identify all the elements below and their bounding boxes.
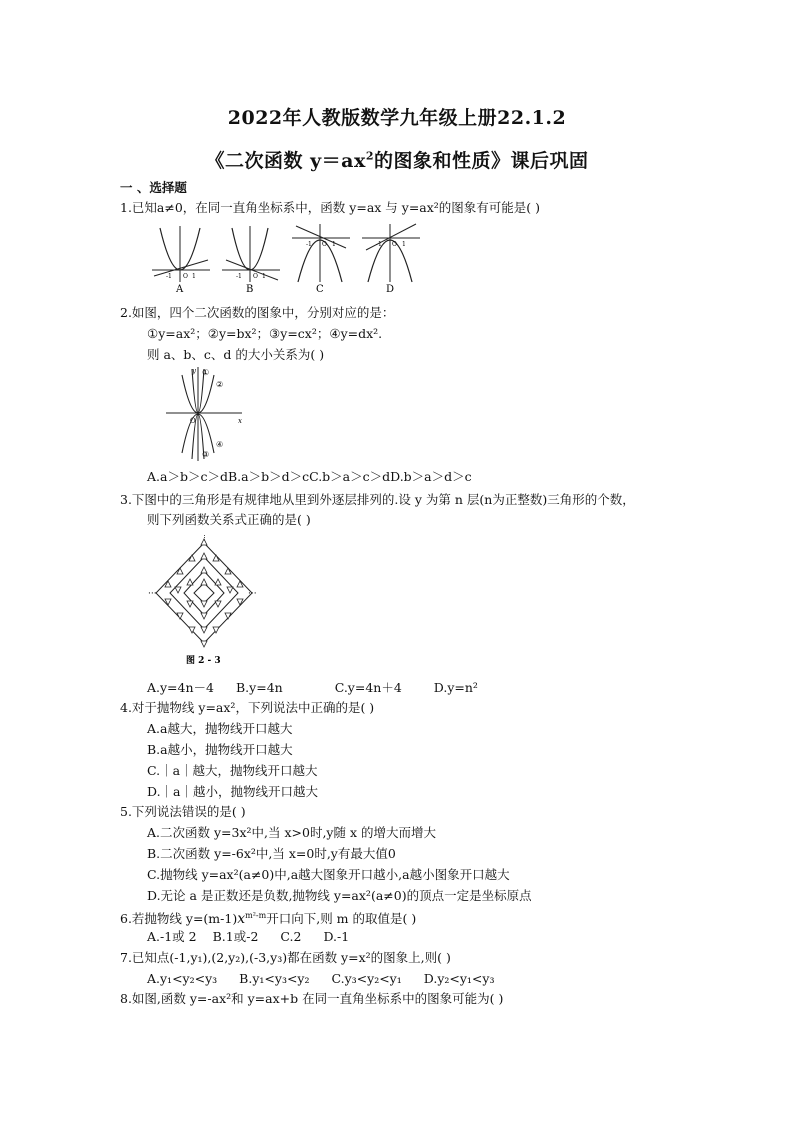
svg-text:⋮: ⋮ <box>201 535 208 542</box>
title-part-2: 的图象和性质》课后巩固 <box>373 150 589 172</box>
q7-option-a: A.y₁<y₂<y₃ <box>147 971 218 986</box>
q6-math-x: x <box>237 911 246 928</box>
q7-options <box>147 971 494 987</box>
svg-text:-1: -1 <box>306 241 312 248</box>
q1-label-a: A <box>176 284 184 295</box>
q6-text-post: 开口向下,则 m 的取值是( ) <box>266 911 417 927</box>
q4-option-d: D.｜a｜越小，抛物线开口越大 <box>147 784 319 799</box>
document-title-line1: 2022年人教版数学九年级上册22.1.2 <box>227 107 567 129</box>
q3-option-b: B.y=4n <box>236 680 283 695</box>
document-title-line2 <box>0 146 794 173</box>
q2-line1: 2.如图，四个二次函数的图象中，分别对应的是： <box>120 305 395 320</box>
q6-option-b: B.1或-2 <box>212 929 259 944</box>
q5-option-d: D.无论 a 是正数还是负数,抛物线 y=ax²(a≠0)的顶点一定是坐标原点 <box>147 888 532 903</box>
svg-text:x: x <box>238 417 242 425</box>
q7-line1: 7.已知点(-1,y₁),(2,y₂),(-3,y₃)都在函数 y=x²的图象上,则( ) <box>120 950 451 965</box>
q5-option-c: C.抛物线 y=ax²(a≠0)中,a越大图象开口越小,a越小图象开口越大 <box>147 867 510 882</box>
q2-line2: ①y=ax²；②y=bx²；③y=cx²；④y=dx². <box>147 326 383 341</box>
svg-text:②: ② <box>216 380 224 389</box>
q4-option-a: A.a越大，抛物线开口越大 <box>147 721 293 736</box>
svg-text:1: 1 <box>332 241 336 248</box>
q1-graph-d <box>362 224 420 295</box>
q7-option-c: C.y₃<y₂<y₁ <box>331 971 402 986</box>
q1-label-b: B <box>246 284 254 295</box>
q3-option-c: C.y=4n＋4 <box>334 680 402 695</box>
title-superscript: 2 <box>365 149 374 163</box>
q6-text-pre: 6.若抛物线 y=(m-1) <box>120 911 238 927</box>
svg-text:O: O <box>183 273 188 280</box>
svg-text:O: O <box>190 417 196 425</box>
svg-text:···: ··· <box>248 589 257 599</box>
svg-text:1: 1 <box>192 273 196 280</box>
q5-line1: 5.下列说法错误的是( ) <box>120 804 246 819</box>
q6-line1 <box>120 908 416 927</box>
svg-text:O: O <box>392 241 397 248</box>
section-heading: 一 、选择题 <box>120 180 187 195</box>
q3-figure <box>148 535 260 667</box>
q6-exponent: m²-m <box>245 911 267 920</box>
svg-text:-1: -1 <box>376 241 382 248</box>
q6-options <box>147 929 349 945</box>
q2-figure <box>162 365 248 463</box>
q3-options <box>147 680 478 696</box>
q3-line2: 则下列函数关系式正确的是( ) <box>147 512 311 527</box>
q5-option-b: B.二次函数 y=-6x²中,当 x=0时,y有最大值0 <box>147 846 396 861</box>
svg-text:O: O <box>322 241 327 248</box>
svg-text:···: ··· <box>148 589 157 599</box>
q2-options: A.a＞b＞c＞dB.a＞b＞d＞cC.b＞a＞c＞dD.b＞a＞d＞c <box>147 469 472 484</box>
svg-text:-1: -1 <box>166 273 172 280</box>
q1-graph-a <box>152 226 210 295</box>
svg-text:1: 1 <box>402 241 406 248</box>
q1-graph-b <box>222 226 280 295</box>
svg-text:-1: -1 <box>236 273 242 280</box>
q4-option-c: C.｜a｜越大，抛物线开口越大 <box>147 763 318 778</box>
svg-text:①: ① <box>202 368 210 377</box>
q3-fig-caption: 图 2 - 3 <box>186 656 221 666</box>
q1-graph-c <box>292 224 350 295</box>
q4-line1: 4.对于抛物线 y=ax²，下列说法中正确的是( ) <box>120 700 375 715</box>
q7-option-d: D.y₂<y₁<y₃ <box>423 971 495 986</box>
q2-line3: 则 a、b、c、d 的大小关系为( ) <box>147 347 325 362</box>
svg-text:y: y <box>192 367 196 375</box>
q8-line1: 8.如图,函数 y=-ax²和 y=ax+b 在同一直角坐标系中的图象可能为( ) <box>120 991 504 1006</box>
q7-option-b: B.y₁<y₃<y₂ <box>239 971 310 986</box>
svg-text:O: O <box>253 273 258 280</box>
svg-text:1: 1 <box>262 273 266 280</box>
q1-text: 1.已知a≠0，在同一直角坐标系中，函数 y=ax 与 y=ax²的图象有可能是( ) <box>120 200 541 215</box>
q3-option-a: A.y=4n－4 <box>147 680 214 695</box>
q3-option-d: D.y=n² <box>433 680 478 695</box>
q6-option-a: A.-1或 2 <box>147 929 197 944</box>
q6-option-c: C.2 <box>280 929 302 944</box>
q4-option-b: B.a越小，抛物线开口越大 <box>147 742 293 757</box>
q6-option-d: D.-1 <box>323 929 350 944</box>
svg-text:③: ③ <box>202 450 210 459</box>
q1-label-c: C <box>316 284 324 295</box>
q5-option-a: A.二次函数 y=3x²中,当 x>0时,y随 x 的增大而增大 <box>147 825 436 840</box>
q1-label-d: D <box>386 284 395 295</box>
svg-text:④: ④ <box>216 440 224 449</box>
q3-line1: 3.下图中的三角形是有规律地从里到外逐层排列的.设 y 为第 n 层(n为正整数)三角形的个数， <box>120 492 635 507</box>
q1-figure <box>148 220 420 296</box>
title-part-1: 《二次函数 y＝ax <box>205 150 366 172</box>
